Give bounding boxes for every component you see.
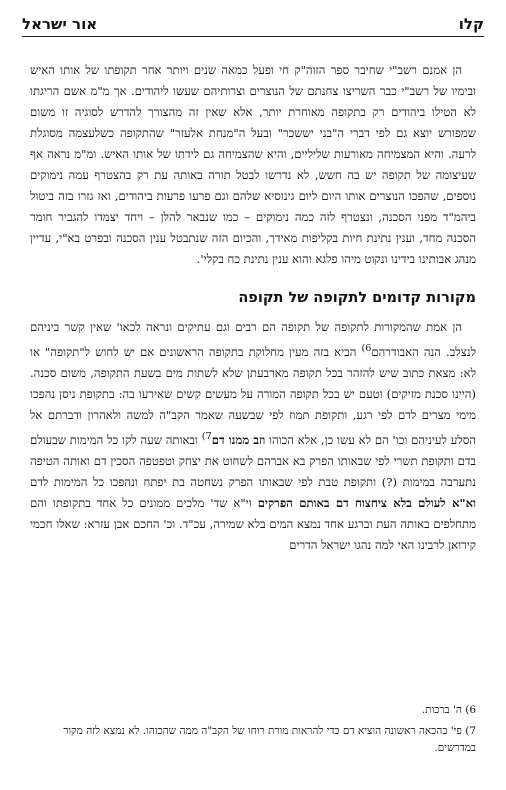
footnote-ref-6[interactable]: 6) (361, 343, 372, 354)
bold-phrase-1: וזב ממנו דם (211, 432, 266, 447)
footnote-7: 7) פי' בהכאה ראשונה הוציא דם כדי להראות מורת רוחו של הקב"ה ממה שהכוהו. לא נמצא לזה מקור במדרשים. (63, 725, 476, 754)
paragraph-2-text-a: הן אמת שהמקורות לתקופה של תקופה הם רבים וגם עתיקים ונראה לכאו' שאין קשר ביניהם לנצלב. הנה האבודרהם (30, 320, 476, 359)
paragraph-2 (30, 317, 476, 556)
paragraph-2-text-b: הביא בזה מעין מחלוקת בתקופה הראשונים אם יש לחוש ל"תקופה" או לא: מצאת כתוב שיש להזהר בכל תקופה מארבעתן שלא לשתות מים בשעת התקופה, משום סכנה. (היינו סכנת מזיקים) וטעם יש בכל תקופה המורה על מעשים קשים שאירעו בה: בתקופת ניסן נהפכו מימי מצרים לדם לפי רגע, ותקופת תמוז לפי שבשעה שאמר הקב"ה למשה ולאהרון ודברתם אל הסלע לעיניהם וכו' הם לא עשו כן, אלא הכוהו (30, 344, 476, 447)
paragraph-2-text-d: וי"א שד' מלכים ממונים כל אחד בתקופתו והם מתחלפים באותה העת וברגע אחד נמצא המים בלא שמירה, עכ"ד. וכ' החכם אבן עזרא: שאלו חכמי קירואן לרבינו האי למה נהגו ישראל הדרים (30, 495, 476, 552)
page-number: קלו (458, 15, 484, 33)
bold-phrase-2: וא"א לעולם בלא ציחצוח דם באותם הפרקים (257, 495, 476, 510)
footnote-ref-7[interactable]: 7) (201, 430, 212, 442)
running-header (22, 10, 484, 37)
paragraph-1: הן אמנם רשב"י שחיבר ספר הזוה"ק חי ופעל כמאה שנים ויותר אחר תקופתו של אותו האיש ובימיו של רשב"י כבר השריצו צחנתם של הנוצרים וצרותיהם שעשו ליהודים. אך מ"מ אשם הריגתו לא הטילו ביהודים רק בתקופה מאוחרת יותר, אלא שאין זה מהצורך להדרש לסוגיה זו משום שמפורש יוצא גם לפי דברי ה"בני יששכר" ובעל ה"מנחת אלעזר" שהתקופה כשלעצמה מסוגלת לרעה. והיא המצמיחה מאורעות שליליים, והיא שהצמיחה גם לידתו של אותו האיש. ומ"מ נראה אף שעיצומה של תקופה יש בה חשש, לא נדרשו לבטל תורה באותה עת רק בהצטרף עמה נימוקים נוספים, שהפכו הנוצרים אותו היום ליום גינוסיא שלהם וגם פרעו פרעות ביהודים, ואז גזרו בזה ביטול ביהמ"ד מפני הסכנה, ונצטרף לזה כמה נימוקים – כמו שנבאר להלן – ויחד יצמדו להגביר חומר הסכנה מחד, וענין נתינת חיות בקליפות מאידך, והכיום הזה שנתבטל ענין הסכנה ובפרט בא"י, עדיין מנהג אבותינו בידינו ונקוט מיהו פלגא והוא ענין נתינת כח בקלי'. (30, 63, 476, 266)
footnotes (30, 702, 476, 757)
footnote-6: 6) ה' ברכות. (421, 704, 476, 716)
main-text (30, 60, 476, 556)
running-title: אור ישראל (22, 15, 98, 33)
section-heading: מקורות קדומים לתקופה של תקופה (238, 290, 476, 306)
paragraph-2-text-c: ובאותה שעה לקו כל המימות שבעולם בדם ותקופת תשרי לפי שבאותו הפרק בא אברהם לשחוט את יצחק וטפטפה הסכין דם ואותה הטיפה נתערבה במימות (?) ותקופת טבת לפי שבאותו הפרק נשחטה בת יפתח ונהפכו כל המימות לדם (30, 432, 476, 489)
